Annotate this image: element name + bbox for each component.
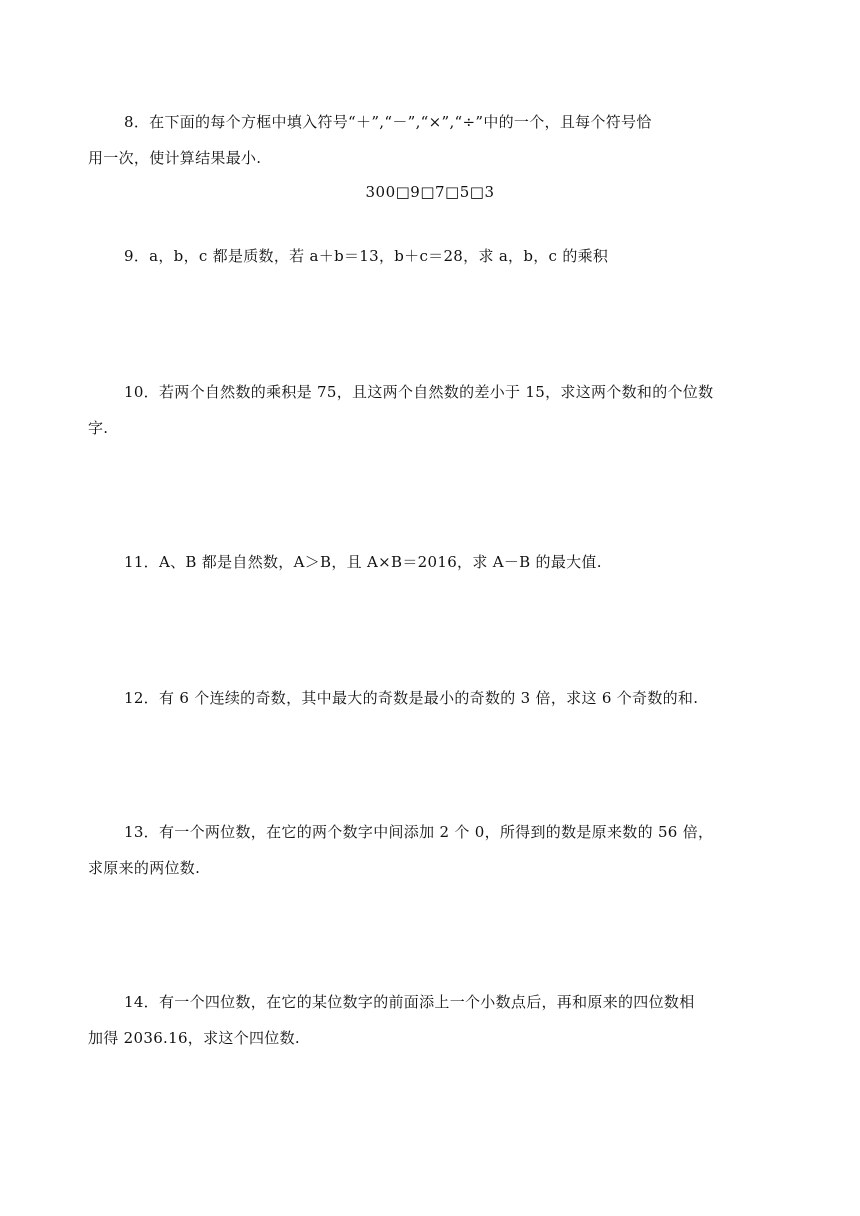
problem-14-line-1: 14．有一个四位数，在它的某位数字的前面添上一个小数点后，再和原来的四位数相 xyxy=(124,993,695,1011)
problem-10-line-2: 字. xyxy=(88,419,109,437)
problem-14-line-2: 加得 2036.16，求这个四位数. xyxy=(88,1029,300,1047)
problem-9-line-1: 9．a，b，c 都是质数，若 a＋b＝13，b＋c＝28，求 a，b，c 的乘积 xyxy=(124,247,609,265)
problem-8-line-1: 8．在下面的每个方框中填入符号“＋”,“－”,“×”,“÷”中的一个，且每个符号恰 xyxy=(124,113,652,131)
problem-8-line-2: 用一次，使计算结果最小. xyxy=(88,149,262,167)
problem-8-expression: 300□9□7□5□3 xyxy=(365,183,495,201)
problem-13-line-2: 求原来的两位数. xyxy=(88,859,201,877)
problem-12-line-1: 12．有 6 个连续的奇数，其中最大的奇数是最小的奇数的 3 倍，求这 6 个奇数的和. xyxy=(124,689,699,707)
problem-11-line-1: 11．A、B 都是自然数，A＞B，且 A×B＝2016，求 A－B 的最大值. xyxy=(124,553,602,571)
problem-10-line-1: 10．若两个自然数的乘积是 75，且这两个自然数的差小于 15，求这两个数和的个位数 xyxy=(124,383,714,401)
problem-13-line-1: 13．有一个两位数，在它的两个数字中间添加 2 个 0，所得到的数是原来数的 56 倍， xyxy=(124,823,714,841)
